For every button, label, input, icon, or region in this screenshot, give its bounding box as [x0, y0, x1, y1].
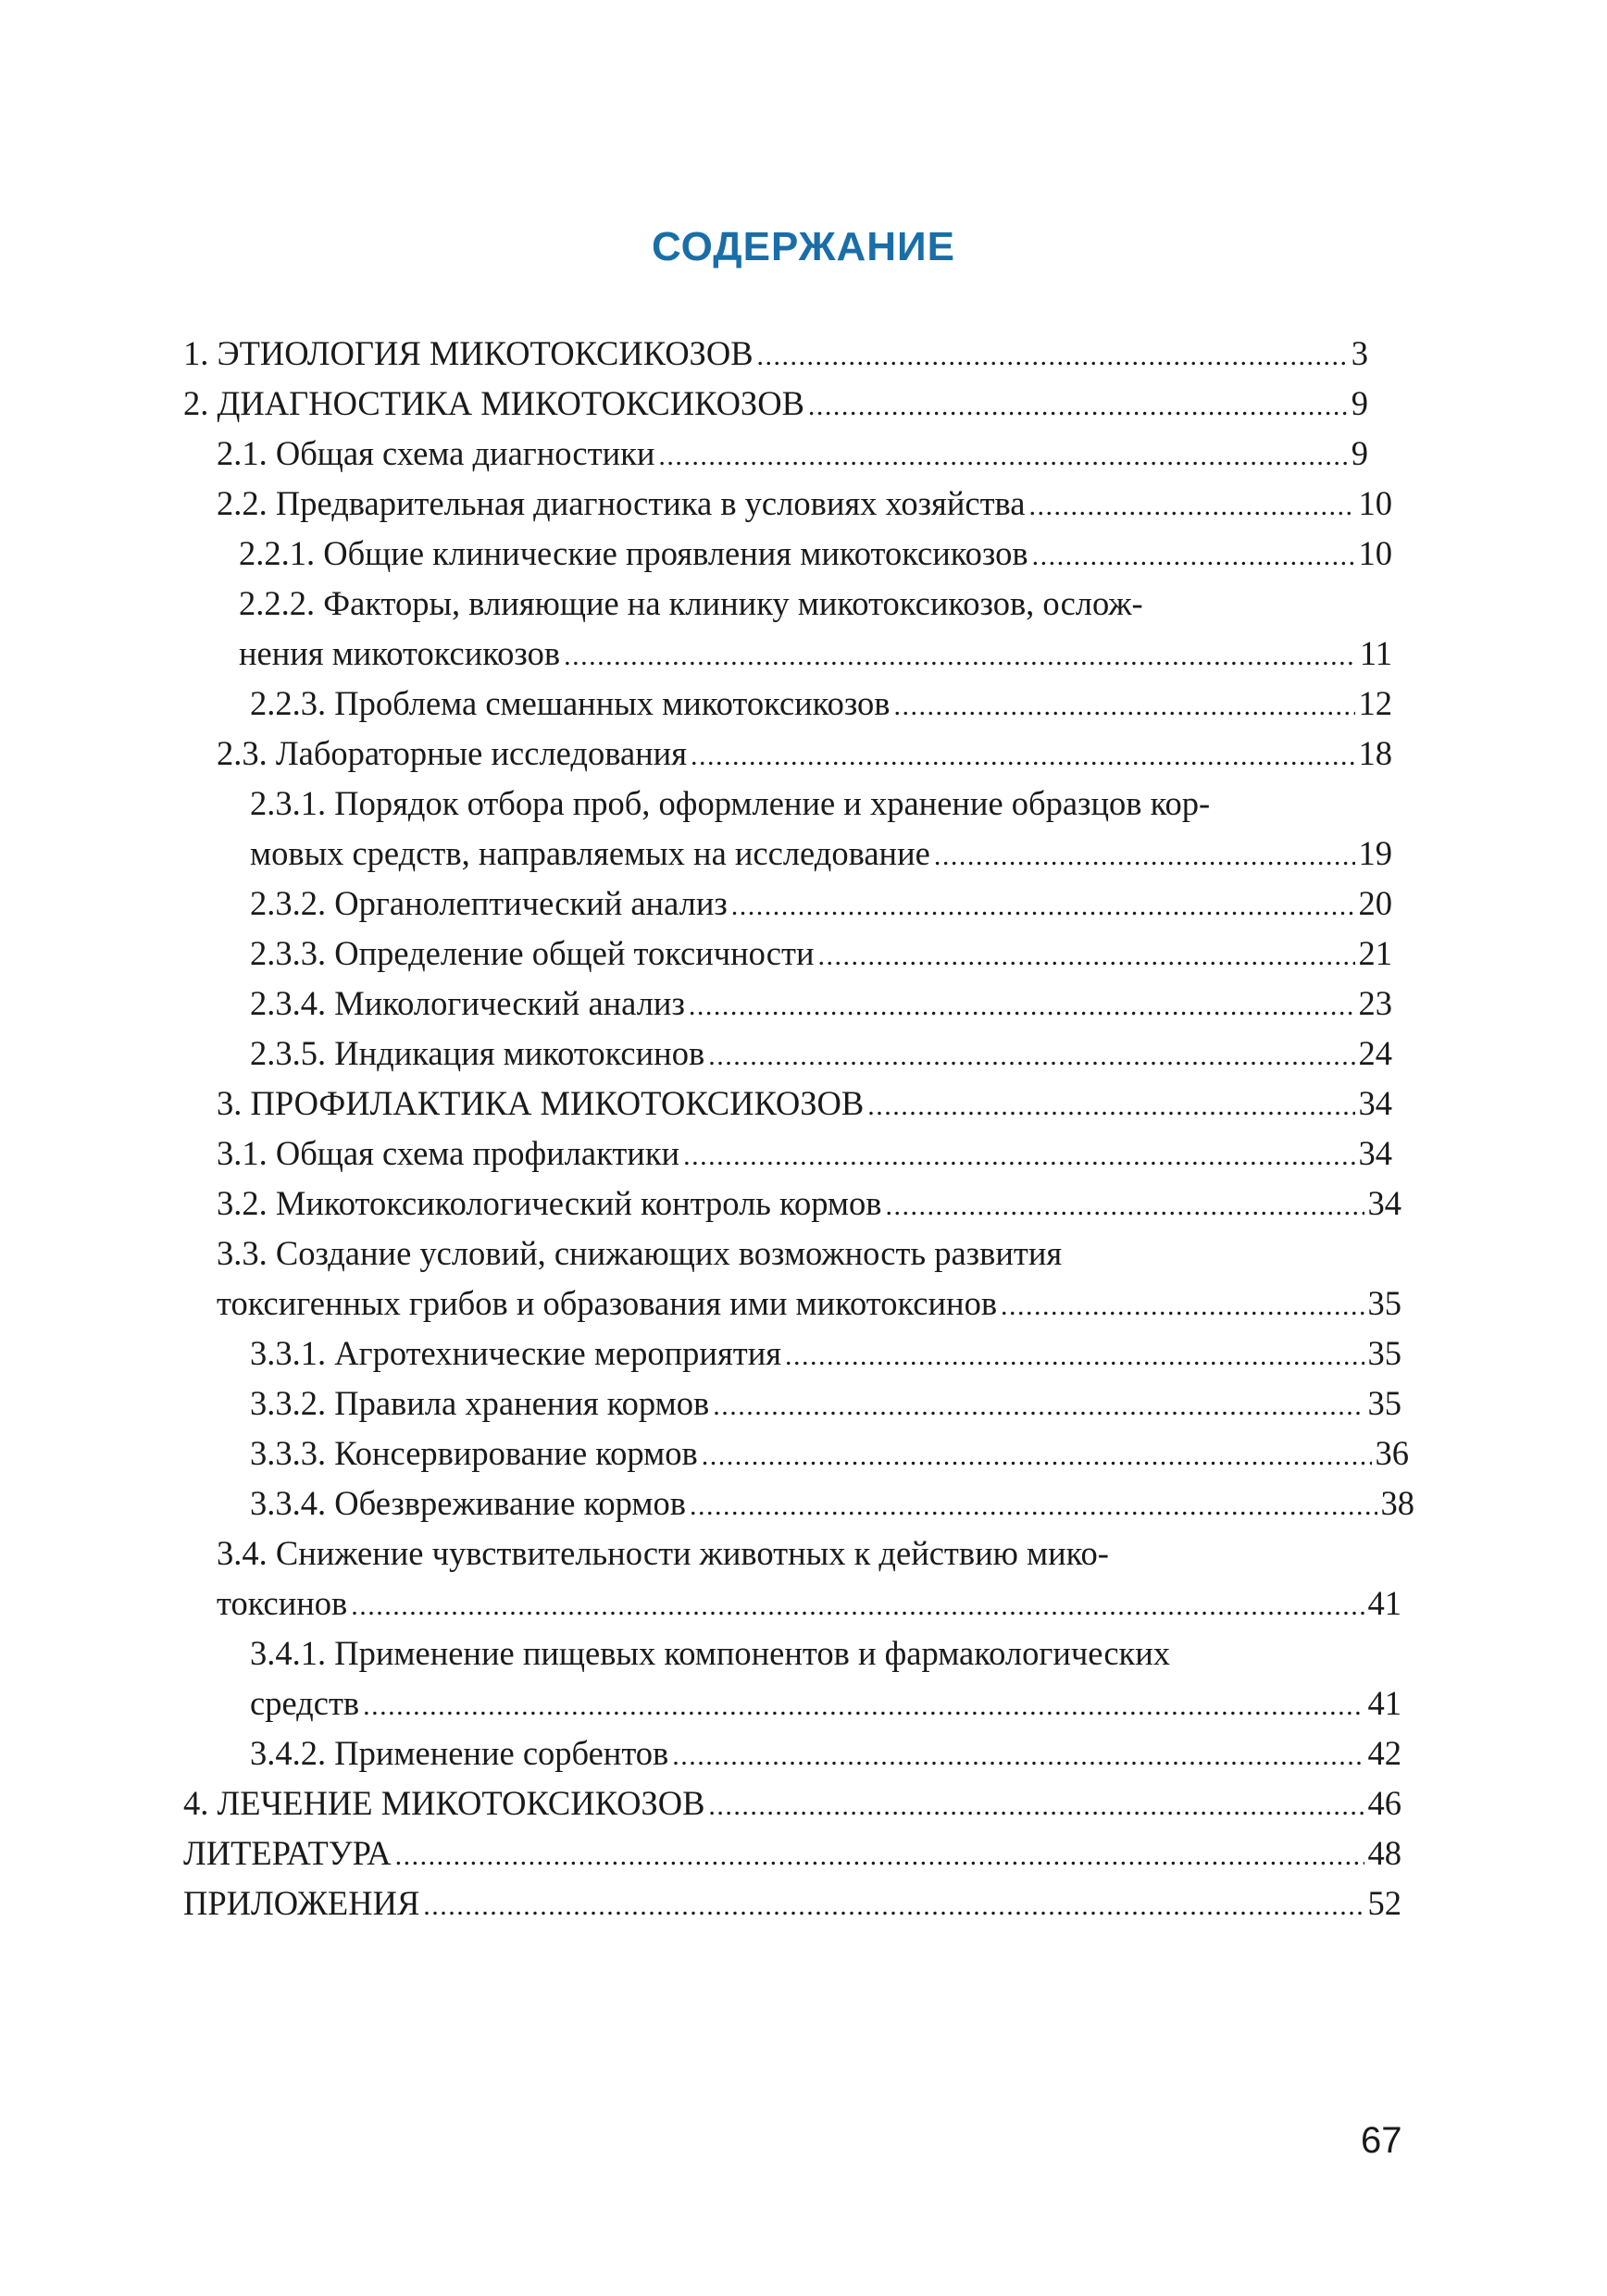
toc-entry[interactable]: 3.3.3. Консервирование кормов . . . 36 [250, 1429, 1409, 1481]
dot-leader [564, 629, 1356, 681]
toc-entry[interactable]: 3.3.2. Правила хранения кормов . . . 35 [250, 1379, 1401, 1431]
dot-leader [1029, 479, 1355, 531]
dot-leader [818, 929, 1355, 981]
toc-entry[interactable]: ПРИЛОЖЕНИЯ . . . 52 [183, 1878, 1401, 1931]
page-title: СОДЕРЖАНИЕ [651, 224, 956, 269]
dot-leader [1032, 529, 1355, 581]
dot-leader [713, 1379, 1364, 1431]
dot-leader [708, 1029, 1354, 1081]
dot-leader [731, 879, 1355, 931]
toc-entry[interactable]: 3.3. Создание условий, снижающих возможность развития [217, 1234, 1063, 1272]
dot-leader [683, 1129, 1354, 1181]
toc-entry[interactable]: 2.3. Лабораторные исследования . . . 18 [217, 729, 1392, 781]
dot-leader [395, 1828, 1364, 1881]
dot-leader [894, 679, 1355, 731]
dot-leader [934, 829, 1355, 881]
toc-entry-continuation[interactable]: средств . . . 41 [250, 1678, 1401, 1731]
toc-entry[interactable]: 3.3.4. Обезвреживание кормов . . . 38 [250, 1479, 1414, 1531]
dot-leader [690, 1479, 1377, 1531]
toc-entry[interactable]: 3.4.1. Применение пищевых компонентов и фармакологических [250, 1634, 1171, 1672]
toc-entry[interactable]: 1. ЭТИОЛОГИЯ МИКОТОКСИКОЗОВ . . . 3 [183, 329, 1368, 381]
toc-entry-continuation[interactable]: токсигенных грибов и образования ими микотоксинов . . . 35 [217, 1279, 1401, 1331]
toc-entry[interactable]: 3.4. Снижение чувствительности животных к действию мико- [217, 1534, 1109, 1572]
dot-leader [689, 979, 1355, 1031]
dot-leader [867, 1079, 1354, 1131]
dot-leader [672, 1728, 1364, 1781]
dot-leader [351, 1578, 1364, 1631]
dot-leader [363, 1678, 1364, 1731]
dot-leader [658, 429, 1347, 481]
toc-entry-continuation[interactable]: токсинов . . . 41 [217, 1578, 1401, 1631]
toc-entry[interactable]: 2. ДИАГНОСТИКА МИКОТОКСИКОЗОВ . . . 9 [183, 379, 1368, 431]
toc-entry[interactable]: 3.1. Общая схема профилактики . . . 34 [217, 1129, 1392, 1181]
toc-entry[interactable]: 2.1. Общая схема диагностики . . . 9 [217, 429, 1368, 481]
dot-leader [1001, 1279, 1364, 1331]
dot-leader [757, 329, 1348, 381]
toc-entry[interactable]: 3. ПРОФИЛАКТИКА МИКОТОКСИКОЗОВ . . . 34 [217, 1079, 1392, 1131]
toc-entry[interactable]: 2.2.3. Проблема смешанных микотоксикозов . . . 12 [250, 679, 1392, 731]
dot-leader [423, 1878, 1364, 1931]
toc-entry[interactable]: 2.3.4. Микологический анализ . . . 23 [250, 979, 1392, 1031]
toc-entry[interactable]: 2.2.1. Общие клинические проявления микотоксикозов . . . 10 [239, 529, 1392, 581]
toc-entry[interactable]: 2.3.2. Органолептический анализ . . . 20 [250, 879, 1392, 931]
toc-entry[interactable]: 2.3.5. Индикация микотоксинов . . . 24 [250, 1029, 1392, 1081]
toc-entry[interactable]: 4. ЛЕЧЕНИЕ МИКОТОКСИКОЗОВ . . . 46 [183, 1778, 1401, 1831]
toc-entry[interactable]: 2.3.1. Порядок отбора проб, оформление и хранение образцов кор- [250, 784, 1211, 822]
dot-leader [785, 1329, 1364, 1381]
toc-entry[interactable]: 3.2. Микотоксикологический контроль кормов . . . 34 [217, 1179, 1401, 1231]
dot-leader [885, 1179, 1364, 1231]
toc-entry[interactable]: 2.2. Предварительная диагностика в условиях хозяйства . . . 10 [217, 479, 1392, 531]
page-number: 67 [1361, 2120, 1402, 2161]
dot-leader [691, 729, 1354, 781]
toc-entry[interactable]: 3.3.1. Агротехнические мероприятия . . . 35 [250, 1329, 1401, 1381]
dot-leader [708, 1778, 1364, 1831]
toc-entry-continuation[interactable]: мовых средств, направляемых на исследование . . . 19 [250, 829, 1392, 881]
dot-leader [702, 1429, 1372, 1481]
toc-entry[interactable]: 2.2.2. Факторы, влияющие на клинику микотоксикозов, ослож- [239, 584, 1143, 622]
dot-leader [808, 379, 1348, 431]
toc-entry[interactable]: 2.3.3. Определение общей токсичности . . . 21 [250, 929, 1392, 981]
toc-entry-continuation[interactable]: нения микотоксикозов . . . 11 [239, 629, 1392, 681]
toc-entry[interactable]: 3.4.2. Применение сорбентов . . . 42 [250, 1728, 1401, 1781]
toc-entry[interactable]: ЛИТЕРАТУРА . . . 48 [183, 1828, 1401, 1881]
